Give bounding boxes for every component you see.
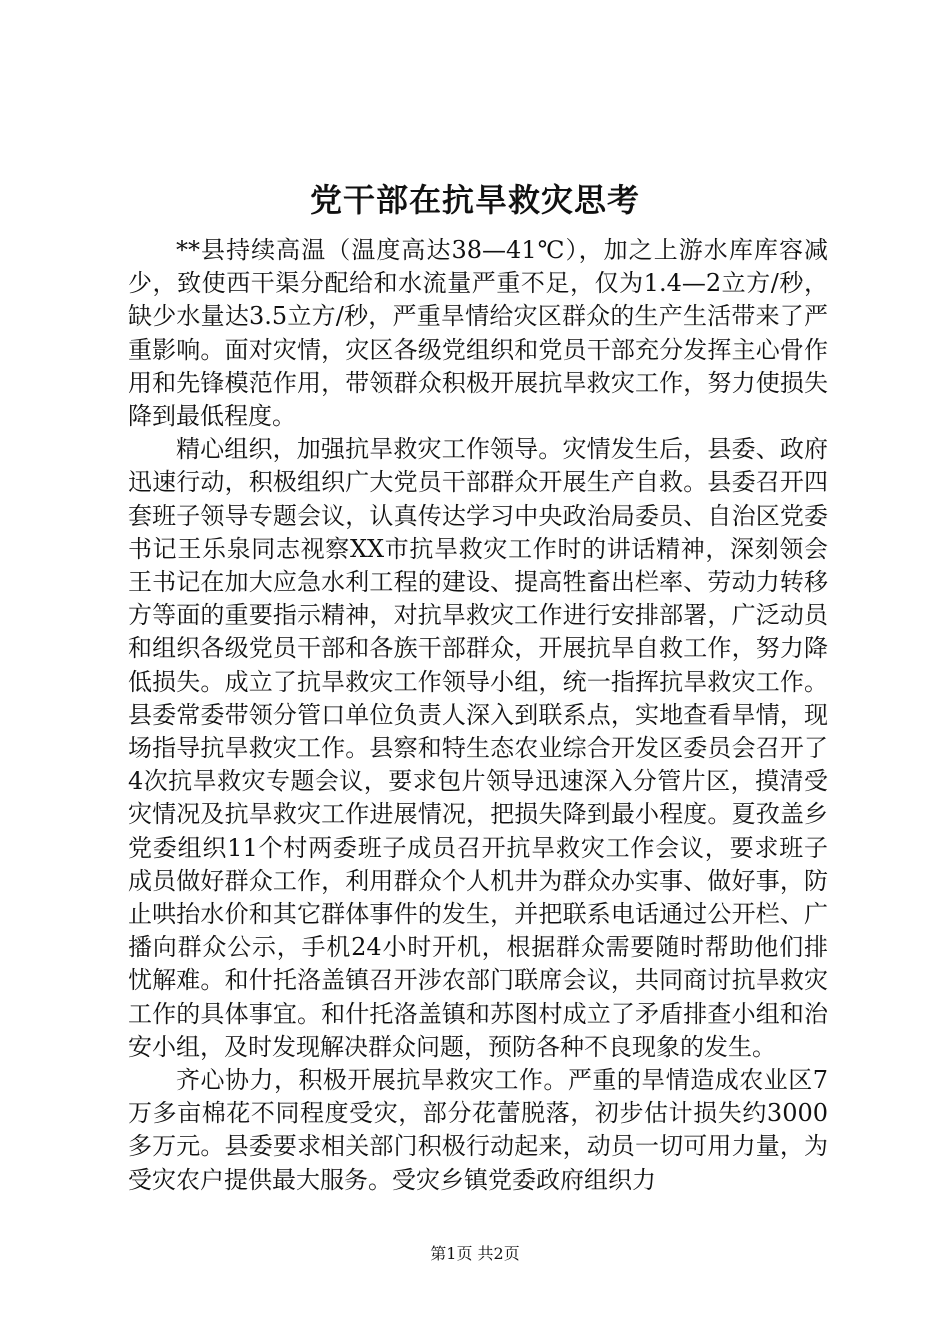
paragraph-1: **县持续高温（温度高达38—41℃），加之上游水库库容减少，致使西干渠分配给和水流量严重不足，仅为1.4—2立方/秒，缺少水量达3.5立方/秒，严重旱情给灾区群众的生产生活带来了严重影响。面对灾情，灾区各级党组织和党员干部充分发挥主心骨作用和先锋模范作用，带领群众积极开展抗旱救灾工作，努力使损失降到最低程度。 [128, 236, 828, 431]
page-title: 党干部在抗旱救灾思考 [309, 181, 640, 219]
paragraph-2: 精心组织，加强抗旱救灾工作领导。灾情发生后，县委、政府迅速行动，积极组织广大党员干部群众开展生产自救。县委召开四套班子领导专题会议，认真传达学习中央政治局委员、自治区党委书记王乐泉同志视察XX市抗旱救灾工作时的讲话精神，深刻领会王书记在加大应急水利工程的建设、提高牲畜出栏率、劳动力转移方等面的重要指示精神，对抗旱救灾工作进行安排部署，广泛动员和组织各级党员干部和各族干部群众，开展抗旱自救工作，努力降低损失。成立了抗旱救灾工作领导小组，统一指挥抗旱救灾工作。县委常委带领分管口单位负责人深入到联系点，实地查看旱情，现场指导抗旱救灾工作。县察和特生态农业综合开发区委员会召开了4次抗旱救灾专题会议，要求包片领导迅速深入分管片区，摸清受灾情况及抗旱救灾工作进展情况，把损失降到最小程度。夏孜盖乡党委组织11个村两委班子成员召开抗旱救灾工作会议，要求班子成员做好群众工作，利用群众个人机井为群众办实事、做好事，防止哄抬水价和其它群体事件的发生，并把联系电话通过公开栏、广播向群众公示，手机24小时开机，根据群众需要随时帮助他们排忧解难。和什托洛盖镇召开涉农部门联席会议，共同商讨抗旱救灾工作的具体事宜。和什托洛盖镇和苏图村成立了矛盾排查小组和治安小组，及时发现解决群众问题，预防各种不良现象的发生。 [128, 435, 828, 1061]
paragraph-3: 齐心协力，积极开展抗旱救灾工作。严重的旱情造成农业区7万多亩棉花不同程度受灾，部分花蕾脱落，初步估计损失约3000多万元。县委要求相关部门积极行动起来，动员一切可用力量，为受灾农户提供最大服务。受灾乡镇党委政府组织力 [128, 1066, 828, 1194]
page-footer: 第1页 共2页 [430, 1244, 520, 1263]
document-body [128, 234, 828, 1197]
